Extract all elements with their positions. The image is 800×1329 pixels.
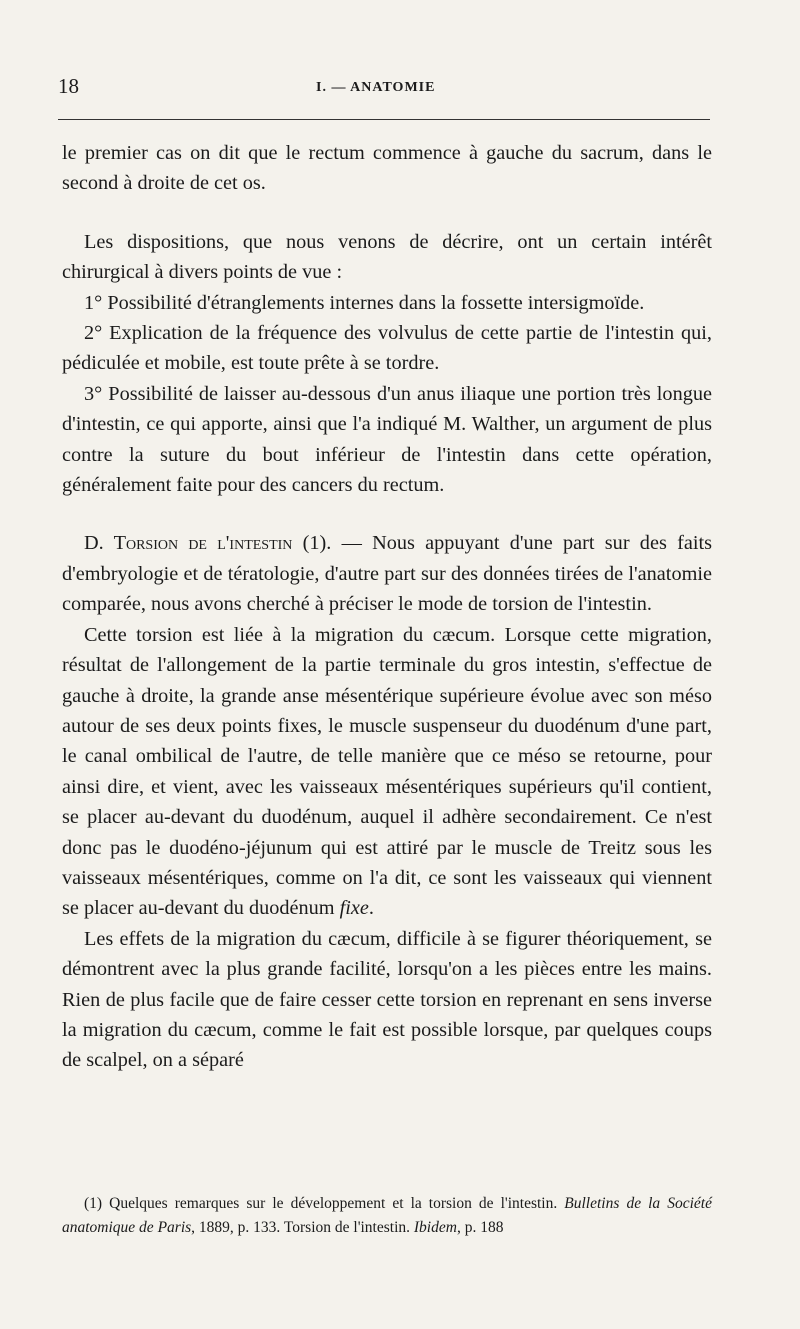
running-head: I. — ANATOMIE — [316, 80, 436, 95]
paragraph: le premier cas on dit que le rectum commence à gauche du sacrum, dans le second à droite de cet os. — [62, 142, 712, 195]
footnote-emphasis: Ibidem — [413, 1219, 457, 1236]
page-header — [58, 74, 712, 104]
paragraph: Les effets de la migration du cæcum, difficile à se figurer théoriquement, se démontrent avec la plus grande facilité, lorsqu'on a les pièces entre les mains. Rien de plus facile que de faire cesser cette torsion en reprenant en sens inverse la migration du cæcum, comme le fait est possible lorsque, par quelques coups de scalpel, on a séparé — [62, 927, 712, 1072]
paragraph-text: . — [368, 897, 374, 920]
section-text: — Nous appuyant d'une part sur des faits d'embryologie et de tératologie, d'autre part sur des données tirées de l'anatomie comparée, nous avons cherché à préciser le mode de torsion de l'intestin. — [62, 532, 712, 616]
list-item: 1° Possibilité d'étranglements internes dans la fossette intersigmoïde. — [84, 291, 645, 314]
paragraph: Les dispositions, que nous venons de décrire, ont un certain intérêt chirurgical à divers points de vue : — [62, 230, 712, 284]
emphasis: fixe — [339, 897, 369, 920]
section-heading: D. Torsion de l'intestin (1). — [84, 532, 332, 555]
paragraph-gap — [62, 199, 712, 227]
page-number: 18 — [58, 74, 79, 98]
footnote-text: (1) Quelques remarques sur le développement et la torsion de l'intestin. — [84, 1195, 565, 1212]
body-text — [62, 138, 712, 1076]
footnote — [62, 1192, 712, 1240]
footnote-emphasis: Bulletins de la Société anatomique de Paris — [62, 1195, 712, 1236]
section-paragraph — [62, 528, 712, 619]
paragraph — [62, 620, 712, 924]
paragraph-text: Cette torsion est liée à la migration du cæcum. Lorsque cette migration, résultat de l'allongement de la partie terminale du gros intestin, s'effectue de gauche à droite, la grande anse mésentérique supérieure évolue avec son méso autour de ses deux points fixes, le muscle suspenseur du duodénum d'une part, le canal ombilical de l'autre, de telle manière que ce méso se retourne, pour ainsi dire, et vient, avec les vaisseaux mésentériques supérieurs qu'il contient, se placer au-devant du duodénum, auquel il adhère secondairement. Ce n'est donc pas le duodéno-jéjunum qui est attiré par le muscle de Treitz sous les vaisseaux mésentériques, comme on l'a dit, ce sont les vaisseaux qui viennent se placer au-devant du duodénum — [62, 623, 712, 920]
footnote-text: , 1889, p. 133. Torsion de l'intestin. — [191, 1219, 414, 1236]
list-item: 2° Explication de la fréquence des volvulus de cette partie de l'intestin qui, pédiculée et mobile, est toute prête à se tordre. — [62, 322, 712, 375]
footnotes — [62, 1192, 712, 1240]
list-item: 3° Possibilité de laisser au-dessous d'un anus iliaque une portion très longue d'intestin, ce qui apporte, ainsi que l'a indiqué M. Walther, un argument de plus contre la suture du bout inférieur de l'intestin dans cette opération, généralement faite pour des cancers du rectum. — [62, 382, 712, 497]
footnote-text: , p. 188 — [456, 1219, 504, 1236]
header-rule — [58, 119, 710, 120]
paragraph-gap — [62, 500, 712, 528]
